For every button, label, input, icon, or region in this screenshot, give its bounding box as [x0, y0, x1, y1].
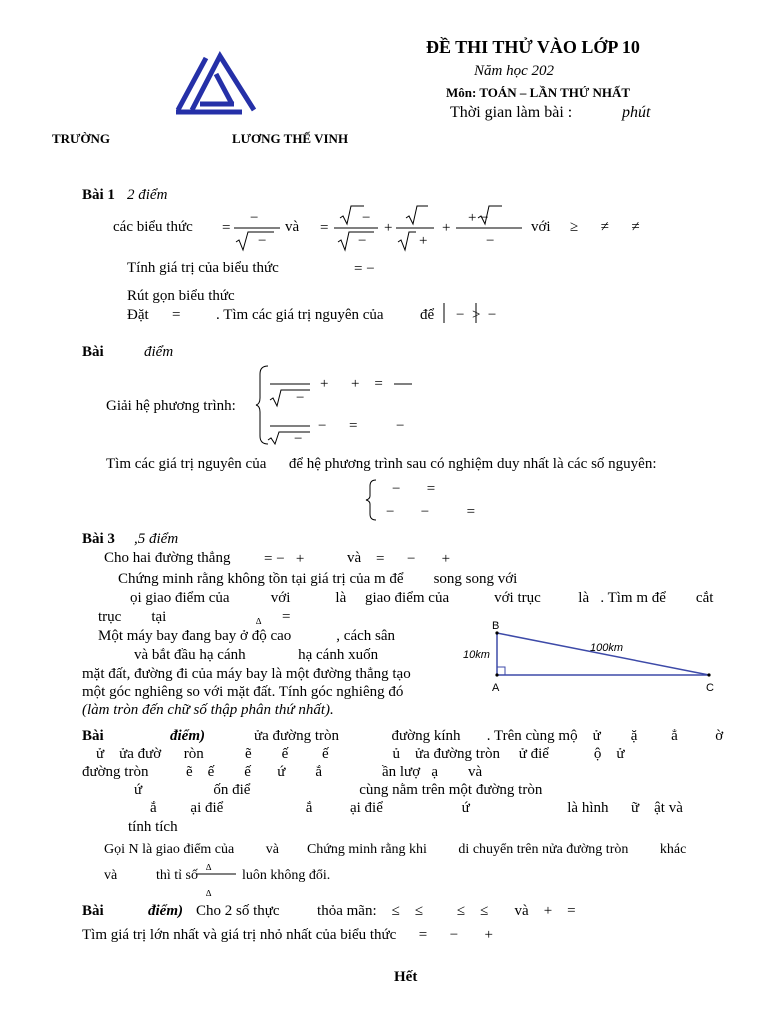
problem-4-l2: ử ửa đườ ròn ẽ ế ế ủ ửa đường tròn ử điể ộ ử: [96, 746, 625, 762]
system-row-2-den: −: [294, 431, 303, 447]
expr-b-f1-denominator: −: [358, 233, 367, 249]
subject-line: Môn: TOÁN – LẦN THỨ NHẤT: [446, 85, 631, 100]
problem-3-l7: mặt đất, đường đi của máy bay là một đường thẳng tạo: [82, 666, 411, 682]
problem-3-points: ,5 điểm: [134, 531, 179, 547]
problem-5-l2: Tìm giá trị lớn nhất và giá trị nhỏ nhất của biểu thức = − +: [82, 927, 493, 943]
expr-a-denominator: −: [258, 233, 267, 249]
ratio-fraction-bar: [196, 872, 240, 876]
system-brace-2: [366, 478, 380, 522]
problem-1-points: 2 điểm: [127, 187, 168, 203]
problem-3-l8: một góc nghiêng so với mặt đất. Tính góc nghiêng đó: [82, 684, 404, 700]
problem-1-q1-value: = −: [354, 261, 375, 277]
label-bc-length: 100km: [590, 642, 624, 654]
problem-1-q3-ineq: − > −: [456, 307, 497, 323]
expr-b-f2-fraction: [396, 204, 438, 252]
problem-4-points: điểm): [170, 728, 205, 744]
and-text: và: [285, 219, 300, 235]
school-label: TRƯỜNG: [52, 131, 111, 146]
problem-3-l3: ọi giao điểm của với là giao điểm của với trục là . Tìm m để cắt: [130, 590, 714, 606]
problem-4-l3: đường tròn ẽ ế ế ứ ắ ần lượ ạ và: [82, 764, 483, 780]
problem-3-line-d1: = − +: [264, 551, 305, 567]
problem-3-l9: (làm tròn đến chữ số thập phân thứ nhất).: [82, 702, 334, 718]
problem-3-line-d2: = − +: [376, 551, 451, 567]
expr-a-equals: =: [222, 220, 231, 236]
problem-2-points: điểm: [144, 344, 174, 360]
expr-b-f3-numerator: + −: [468, 210, 489, 226]
problem-1-q3-for: để: [420, 307, 435, 323]
plus-1: +: [384, 220, 393, 236]
problem-4-l5: ắ ại điể ắ ại điể ứ là hình ữ ật và: [150, 800, 683, 816]
expr-b-f2-denominator: +: [419, 233, 428, 249]
school-year: Năm học 202: [474, 63, 554, 79]
problem-1-heading: Bài 1: [82, 187, 115, 203]
right-angle-mark: [497, 667, 505, 675]
problem-1-q1: Tính giá trị của biểu thức: [127, 260, 279, 276]
problem-4-l8-const: luôn không đổi.: [242, 868, 331, 883]
problem-3-l1: Cho hai đường thẳng: [104, 550, 231, 566]
point-c: [707, 673, 710, 676]
problem-2-heading: Bài: [82, 344, 104, 360]
expr-b-f3-denominator: −: [486, 233, 495, 249]
expr-a-fraction: [234, 222, 284, 252]
problem-5-points: điểm): [148, 903, 183, 919]
expr-b-f3-fraction: [456, 204, 526, 234]
label-ab-length: 10km: [463, 649, 490, 661]
problem-4-l1: ửa đường tròn đường kính . Trên cùng mộ ử ặ ẳ ờ: [254, 728, 724, 744]
ratio-mark-top: ∆: [206, 862, 212, 872]
problem-4-heading: Bài: [82, 728, 104, 744]
problem-4-l7: Gọi N là giao điểm của và Chứng minh rằng khi di chuyển trên nửa đường tròn khác: [104, 842, 687, 857]
time-unit: phút: [622, 104, 651, 121]
expr-b-equals: =: [320, 220, 329, 236]
with-text: với: [531, 219, 551, 235]
problem-5-l1: Cho 2 số thực thỏa mãn: ≤ ≤ ≤ ≤ và + =: [196, 903, 576, 919]
exam-title: ĐỀ THI THỬ VÀO LỚP 10: [426, 37, 640, 57]
plus-2: +: [442, 220, 451, 236]
problem-3-and: và: [347, 550, 362, 566]
label-a: A: [492, 682, 500, 694]
problem-3-l6: và bắt đầu hạ cánh hạ cánh xuốn: [134, 647, 379, 663]
school-logo: [172, 48, 258, 116]
problem-4-l8-and: và: [104, 868, 118, 883]
label-c: C: [706, 682, 714, 694]
time-label: Thời gian làm bài :: [450, 104, 573, 121]
label-b: B: [492, 620, 500, 632]
problem-3-l4-mark: ∆: [256, 616, 262, 626]
expr-a-numerator: −: [250, 210, 259, 226]
problem-1-q3-text: . Tìm các giá trị nguyên của: [216, 307, 384, 323]
expr-b-f1-numerator: −: [362, 210, 371, 226]
problem-3-heading: Bài 3: [82, 531, 115, 547]
problem-4-l8-ratio: thì tỉ số: [156, 868, 199, 883]
problem-2-q2: Tìm các giá trị nguyên của để hệ phương trình sau có nghiệm duy nhất là các số nguyên:: [106, 456, 657, 472]
problem-3-l4: trục tại: [98, 609, 167, 625]
ratio-mark-bottom: ∆: [206, 888, 212, 898]
system-row-1-den: −: [296, 390, 305, 406]
system-row-2: − =: [318, 418, 358, 434]
problem-1-intro: các biểu thức: [113, 219, 193, 235]
problem-4-l6: tính tích: [128, 819, 178, 835]
problem-3-l5: Một máy bay đang bay ở độ cao , cách sân: [98, 628, 396, 644]
problem-2-q1: Giải hệ phương trình:: [106, 398, 236, 414]
system-2-row-1: − =: [392, 481, 436, 497]
problem-4-l4: ứ ốn điể cùng nằm trên một đường tròn: [134, 782, 543, 798]
domain-conditions: ≥ ≠ ≠: [570, 219, 640, 235]
problem-1-q3-set: Đặt: [127, 307, 149, 323]
problem-1-q2: Rút gọn biểu thức: [127, 288, 235, 304]
problem-3-l4-eq: =: [282, 609, 291, 625]
system-row-1: + + =: [320, 376, 383, 392]
end-marker: Hết: [394, 969, 418, 985]
point-a: [495, 673, 498, 676]
problem-5-heading: Bài: [82, 903, 104, 919]
school-name: LƯƠNG THẾ VINH: [232, 131, 349, 146]
expr-b-f1-fraction: [334, 204, 384, 252]
system-2-row-2: − − =: [386, 504, 476, 520]
problem-3-l2: Chứng minh rằng không tồn tại giá trị của m để song song với: [118, 571, 518, 587]
system-row-2-tail: −: [396, 418, 405, 434]
problem-1-q3-eq: =: [172, 307, 181, 323]
